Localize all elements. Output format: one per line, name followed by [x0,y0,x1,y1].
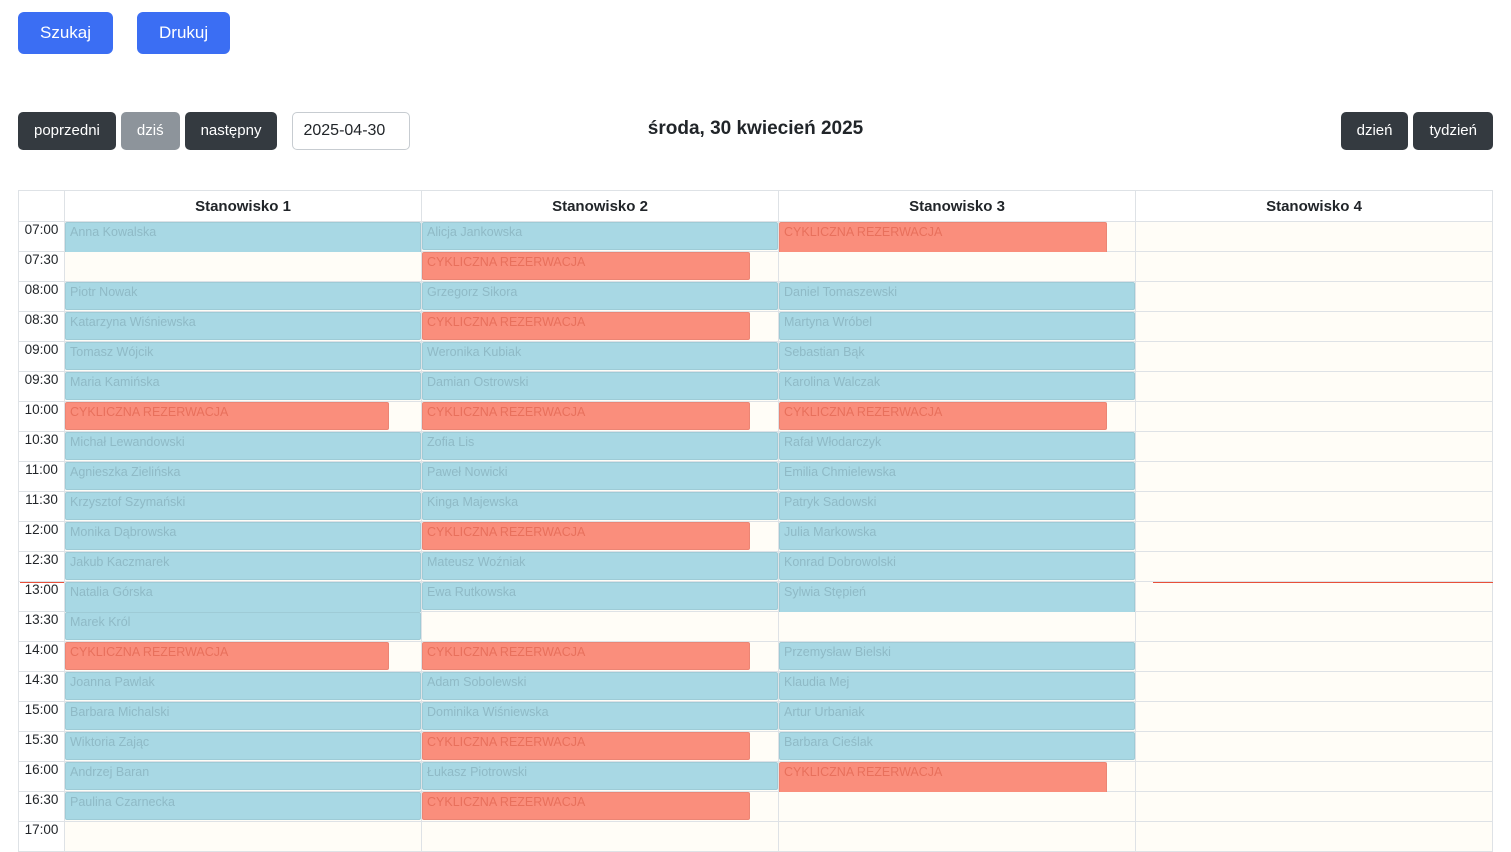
calendar-slot[interactable] [1136,762,1493,792]
calendar-slot[interactable] [422,732,779,762]
column-header-station-1: Stanowisko 1 [65,191,422,222]
time-label: 12:00 [19,522,65,552]
calendar-row [19,672,1493,702]
appointment-event[interactable]: Barbara Cieślak [779,732,1135,760]
appointment-event[interactable]: Katarzyna Wiśniewska [65,312,421,340]
appointment-event[interactable]: Łukasz Piotrowski [422,762,778,790]
recurring-reservation-event[interactable]: CYKLICZNA REZERWACJA [779,222,1107,280]
appointment-event[interactable]: Marek Król [65,612,421,640]
appointment-event[interactable]: Dominika Wiśniewska [422,702,778,730]
calendar-slot[interactable] [779,432,1136,462]
appointment-event[interactable]: Klaudia Mej [779,672,1135,700]
time-label: 11:00 [19,462,65,492]
calendar-slot[interactable] [779,372,1136,402]
calendar-slot[interactable] [779,672,1136,702]
calendar-slot[interactable] [422,792,779,822]
calendar-slot[interactable] [779,222,1136,252]
calendar-slot[interactable] [779,792,1136,822]
calendar-row [19,222,1493,252]
appointment-event[interactable]: Artur Urbaniak [779,702,1135,730]
calendar-nav [18,112,1493,152]
calendar-row [19,702,1493,732]
appointment-event[interactable]: Julia Markowska [779,522,1135,550]
time-label: 15:30 [19,732,65,762]
recurring-reservation-event[interactable]: CYKLICZNA REZERWACJA [422,252,750,280]
calendar-slot[interactable] [65,792,422,822]
calendar-slot[interactable] [65,282,422,312]
appointment-event[interactable]: Sylwia Stępień [779,582,1135,640]
calendar-row [19,822,1493,852]
current-date-title: środa, 30 kwiecień 2025 [647,118,864,139]
calendar-row [19,732,1493,762]
calendar-slot[interactable] [1136,732,1493,762]
calendar-slot[interactable] [1136,612,1493,642]
calendar-slot[interactable] [779,312,1136,342]
calendar-slot[interactable] [422,582,779,612]
calendar-slot[interactable] [65,432,422,462]
calendar-slot[interactable] [422,282,779,312]
time-label: 13:30 [19,612,65,642]
calendar-slot[interactable] [1136,672,1493,702]
time-label: 11:30 [19,492,65,522]
calendar-table [18,190,1493,852]
calendar-slot[interactable] [422,372,779,402]
calendar-slot[interactable] [422,312,779,342]
recurring-reservation-event[interactable]: CYKLICZNA REZERWACJA [65,402,389,430]
today-button[interactable]: dziś [121,112,180,150]
appointment-event[interactable]: Damian Ostrowski [422,372,778,400]
calendar-slot[interactable] [422,462,779,492]
calendar-slot[interactable] [422,642,779,672]
calendar-slot[interactable] [1136,402,1493,432]
appointment-event[interactable]: Kinga Majewska [422,492,778,520]
calendar-slot[interactable] [65,492,422,522]
recurring-reservation-event[interactable]: CYKLICZNA REZERWACJA [779,762,1107,820]
calendar-slot[interactable] [65,522,422,552]
calendar-grid-container[interactable] [18,190,1493,837]
calendar-slot[interactable] [779,552,1136,582]
appointment-event[interactable]: Adam Sobolewski [422,672,778,700]
calendar-slot[interactable] [779,492,1136,522]
calendar-slot[interactable] [779,252,1136,282]
appointment-event[interactable]: Rafał Włodarczyk [779,432,1135,460]
calendar-body [19,222,1493,852]
column-header-station-4: Stanowisko 4 [1136,191,1493,222]
appointment-event[interactable]: Tomasz Wójcik [65,342,421,370]
column-header-station-3: Stanowisko 3 [779,191,1136,222]
calendar-slot[interactable] [65,762,422,792]
column-header-station-2: Stanowisko 2 [422,191,779,222]
calendar-row [19,462,1493,492]
calendar-slot[interactable] [779,762,1136,792]
calendar-slot[interactable] [1136,822,1493,852]
calendar-slot[interactable] [422,222,779,252]
appointment-event[interactable]: Paweł Nowicki [422,462,778,490]
time-label: 14:30 [19,672,65,702]
calendar-slot[interactable] [422,402,779,432]
calendar-row [19,552,1493,582]
previous-day-button[interactable]: poprzedni [18,112,116,150]
recurring-reservation-event[interactable]: CYKLICZNA REZERWACJA [422,312,750,340]
calendar-slot[interactable] [779,342,1136,372]
calendar-slot[interactable] [422,672,779,702]
calendar-slot[interactable] [1136,552,1493,582]
calendar-row [19,252,1493,282]
calendar-slot[interactable] [65,582,422,612]
calendar-slot[interactable] [1136,702,1493,732]
calendar-slot[interactable] [1136,432,1493,462]
calendar-slot[interactable] [65,672,422,702]
appointment-event[interactable]: Alicja Jankowska [422,222,778,250]
calendar-slot[interactable] [65,312,422,342]
time-label: 16:00 [19,762,65,792]
time-label: 12:30 [19,552,65,582]
calendar-slot[interactable] [65,222,422,252]
calendar-slot[interactable] [422,252,779,282]
time-label: 08:30 [19,312,65,342]
calendar-row [19,582,1493,612]
appointment-event[interactable]: Paulina Czarnecka [65,792,421,820]
appointment-event[interactable]: Jakub Kaczmarek [65,552,421,580]
time-label: 09:30 [19,372,65,402]
appointment-event[interactable]: Krzysztof Szymański [65,492,421,520]
calendar-slot[interactable] [65,462,422,492]
appointment-event[interactable]: Anna Kowalska [65,222,421,280]
calendar-slot[interactable] [1136,372,1493,402]
calendar-slot[interactable] [779,582,1136,612]
calendar-slot[interactable] [779,702,1136,732]
calendar-slot[interactable] [1136,342,1493,372]
appointment-event[interactable]: Grzegorz Sikora [422,282,778,310]
corner-cell [19,191,65,222]
calendar-slot[interactable] [1136,582,1493,612]
calendar-slot[interactable] [779,402,1136,432]
calendar-slot[interactable] [65,372,422,402]
calendar-slot[interactable] [779,612,1136,642]
appointment-event[interactable]: Michał Lewandowski [65,432,421,460]
calendar-slot[interactable] [1136,252,1493,282]
appointment-event[interactable]: Martyna Wróbel [779,312,1135,340]
nav-right-group [1341,112,1493,150]
time-label: 15:00 [19,702,65,732]
calendar-row [19,492,1493,522]
calendar-slot[interactable] [422,822,779,852]
appointment-event[interactable]: Mateusz Woźniak [422,552,778,580]
calendar-row [19,522,1493,552]
appointment-event[interactable]: Patryk Sadowski [779,492,1135,520]
appointment-event[interactable]: Weronika Kubiak [422,342,778,370]
calendar-slot[interactable] [422,552,779,582]
print-button[interactable]: Drukuj [137,12,230,54]
time-label: 16:30 [19,792,65,822]
time-label: 09:00 [19,342,65,372]
calendar-row [19,402,1493,432]
next-day-button[interactable]: następny [185,112,278,150]
calendar-slot[interactable] [65,252,422,282]
calendar-slot[interactable] [1136,522,1493,552]
search-button[interactable]: Szukaj [18,12,113,54]
calendar-row [19,312,1493,342]
recurring-reservation-event[interactable]: CYKLICZNA REZERWACJA [422,402,750,430]
calendar-slot[interactable] [1136,282,1493,312]
appointment-event[interactable]: Barbara Michalski [65,702,421,730]
calendar-slot[interactable] [65,612,422,642]
calendar-slot[interactable] [65,642,422,672]
calendar-row [19,762,1493,792]
calendar-slot[interactable] [65,732,422,762]
calendar-slot[interactable] [1136,222,1493,252]
calendar-slot[interactable] [65,552,422,582]
time-label: 08:00 [19,282,65,312]
calendar-slot[interactable] [422,522,779,552]
appointment-event[interactable]: Ewa Rutkowska [422,582,778,610]
calendar-slot[interactable] [422,612,779,642]
calendar-slot[interactable] [1136,312,1493,342]
recurring-reservation-event[interactable]: CYKLICZNA REZERWACJA [422,732,750,760]
appointment-event[interactable]: Daniel Tomaszewski [779,282,1135,310]
calendar-row [19,342,1493,372]
appointment-event[interactable]: Zofia Lis [422,432,778,460]
calendar-slot[interactable] [779,822,1136,852]
appointment-event[interactable]: Piotr Nowak [65,282,421,310]
appointment-event[interactable]: Maria Kamińska [65,372,421,400]
calendar-slot[interactable] [1136,642,1493,672]
calendar-slot[interactable] [422,762,779,792]
appointment-event[interactable]: Wiktoria Zając [65,732,421,760]
appointment-event[interactable]: Przemysław Bielski [779,642,1135,670]
recurring-reservation-event[interactable]: CYKLICZNA REZERWACJA [422,792,750,820]
calendar-slot[interactable] [65,342,422,372]
calendar-slot[interactable] [779,642,1136,672]
appointment-event[interactable]: Karolina Walczak [779,372,1135,400]
appointment-event[interactable]: Joanna Pawlak [65,672,421,700]
calendar-slot[interactable] [779,522,1136,552]
appointment-event[interactable]: Monika Dąbrowska [65,522,421,550]
recurring-reservation-event[interactable]: CYKLICZNA REZERWACJA [422,642,750,670]
calendar-slot[interactable] [422,342,779,372]
appointment-event[interactable]: Emilia Chmielewska [779,462,1135,490]
calendar-row [19,612,1493,642]
calendar-slot[interactable] [65,702,422,732]
calendar-row [19,282,1493,312]
view-week-button[interactable]: tydzień [1413,112,1493,150]
appointment-event[interactable]: Konrad Dobrowolski [779,552,1135,580]
recurring-reservation-event[interactable]: CYKLICZNA REZERWACJA [779,402,1107,430]
calendar-row [19,642,1493,672]
appointment-event[interactable]: Andrzej Baran [65,762,421,790]
time-label: 10:30 [19,432,65,462]
time-label: 10:00 [19,402,65,432]
calendar-slot[interactable] [779,732,1136,762]
calendar-slot[interactable] [65,402,422,432]
calendar-slot[interactable] [422,432,779,462]
time-label: 13:00 [19,582,65,612]
calendar-slot[interactable] [422,702,779,732]
recurring-reservation-event[interactable]: CYKLICZNA REZERWACJA [422,522,750,550]
time-label: 07:30 [19,252,65,282]
calendar-slot[interactable] [1136,462,1493,492]
view-day-button[interactable]: dzień [1341,112,1409,150]
calendar-slot[interactable] [422,492,779,522]
calendar-header-row [19,191,1493,222]
appointment-event[interactable]: Agnieszka Zielińska [65,462,421,490]
appointment-event[interactable]: Sebastian Bąk [779,342,1135,370]
calendar-slot[interactable] [1136,492,1493,522]
appointment-event[interactable]: Natalia Górska [65,582,421,640]
recurring-reservation-event[interactable]: CYKLICZNA REZERWACJA [65,642,389,670]
time-label: 14:00 [19,642,65,672]
calendar-row [19,372,1493,402]
calendar-row [19,432,1493,462]
calendar-row [19,792,1493,822]
time-label: 07:00 [19,222,65,252]
calendar-slot[interactable] [65,822,422,852]
calendar-slot[interactable] [779,462,1136,492]
calendar-slot[interactable] [1136,792,1493,822]
calendar-slot[interactable] [779,282,1136,312]
time-label: 17:00 [19,822,65,852]
top-toolbar [18,12,230,54]
